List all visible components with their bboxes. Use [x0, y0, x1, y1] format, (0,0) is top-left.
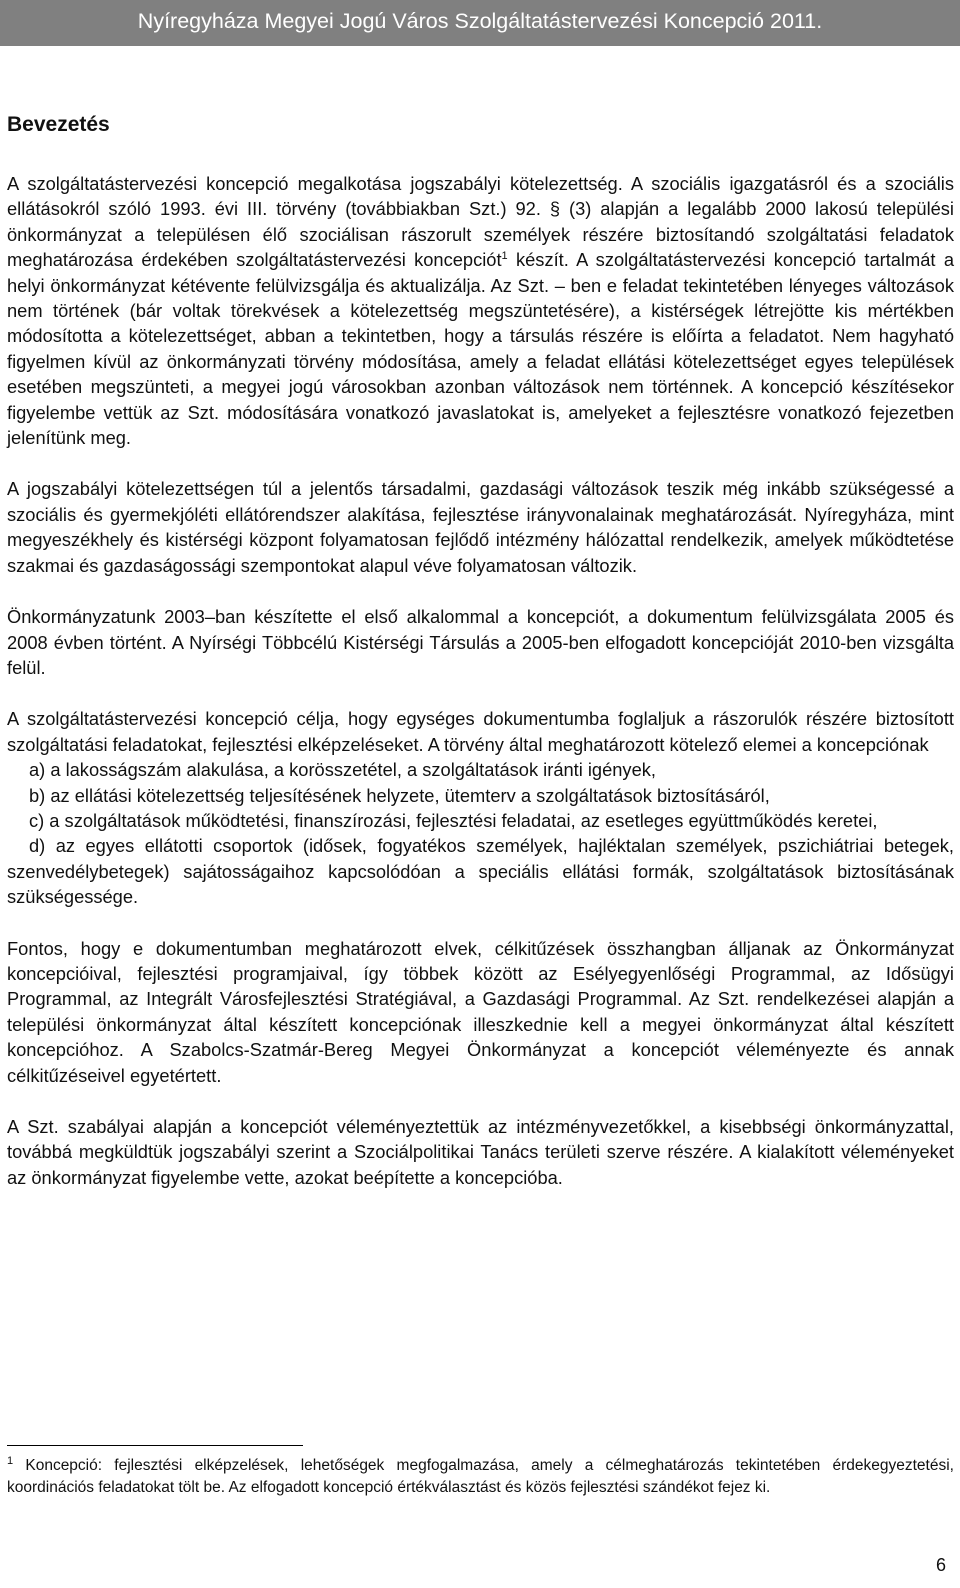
list-item: a) a lakosságszám alakulása, a korösszetétel, a szolgáltatások iránti igények,	[29, 759, 656, 781]
paragraph-5: Fontos, hogy e dokumentumban meghatározott elvek, célkitűzések összhangban álljanak az Önkormányzat koncepcióival, fejlesztési programjaival, így többek között az Esélyegyenlőségi Programmal, az Idősügyi Programmal, az Integrált Városfejlesztési Stratégiával, a Gazdasági Programmal. Az Szt. rendelkezései alapján a települési önkormányzat által készített koncepciónak illeszkednie kell a megyei önkormányzat által készített koncepcióhoz. A Szabolcs-Szatmár-Bereg Megyei Önkormányzat a koncepciót véleményezte és annak célkitűzéseivel egyetértett.	[7, 937, 954, 1086]
paragraph-intro-text-cont: készít. A szolgáltatástervezési koncepció tartalmát a helyi önkormányzat kétévente felülvizsgálja és aktualizálja. Az Szt. – ben e feladat tekintetében lényeges változások nem történek (bár voltak törekvések a kötelezettség megszüntetésére), a kistérségek létrejötte kis mértékben módosította a kötelezettséget, abban a tekintetben, hogy a társulás részére is előírta a feladatot. Nem hagyható figyelmen kívül az önkormányzati törvény módosítása, amely a feladat ellátási kötelezettséget egyes települések esetében megszünteti, a megyei jogú városokban azonban változások nem történnek. A koncepció készítésekor figyelembe vettük az Szt. módosítására vonatkozó javaslatokat is, amelyeket a fejlesztésre vonatkozó fejezetben jelenítünk meg.	[7, 249, 954, 449]
section-title: Bevezetés	[7, 113, 110, 136]
document-body	[7, 111, 954, 1190]
paragraph-4: A szolgáltatástervezési koncepció célja, hogy egységes dokumentumba foglaljuk a rászorulók részére biztosított szolgáltatási feladatokat, fejlesztési elképzeléseket. A törvény által meghatározott kötelező elemei a koncepciónak	[7, 708, 954, 755]
paragraph-intro-text: A szolgáltatástervezési koncepció megalkotása jogszabályi kötelezettség. A szociális igazgatásról és a szociális ellátásokról szóló 1993. évi III. törvény (továbbiakban Szt.) 92. § (3) alapján a legalább 2000 lakosú települési önkormányzat a településen élő szociálisan rászorult személyek részére biztosítandó szolgáltatási feladatok meghatározása érdekében szolgáltatástervezési koncepciót	[7, 173, 954, 271]
paragraph-intro	[7, 171, 954, 450]
paragraph-3: Önkormányzatunk 2003–ban készítette el első alkalommal a koncepciót, a dokumentum felülvizsgálata 2005 és 2008 évben történt. A Nyírségi Többcélú Kistérségi Társulás a 2005-ben elfogadott koncepcióját 2010-ben vizsgálta felül.	[7, 606, 954, 678]
list-item: c) a szolgáltatások működtetési, finanszírozási, fejlesztési feladatai, az esetleges együttműködés keretei,	[29, 809, 878, 831]
footnote-text: Koncepció: fejlesztési elképzelések, lehetőségek megfogalmazása, amely a célmeghatározás tekintetében érdekegyeztetési, koordinációs feladatokat tölt be. Az elfogadott koncepció értékválasztást és közös fejlesztési szándékot fejez ki.	[7, 1457, 954, 1496]
footnote	[7, 1455, 954, 1499]
paragraph-2: A jogszabályi kötelezettségen túl a jelentős társadalmi, gazdasági változások teszik még inkább szükségessé a szociális és gyermekjóléti ellátórendszer alakítása, fejlesztése irányvonalainak meghatározását. Nyíregyháza, mint megyeszékhely és kistérségi központ folyamatosan fejlődő intézmény hálózattal rendelkezik, amelyek működtetése szakmai és gazdaságossági szempontokat alapul véve folyamatosan változik.	[7, 478, 954, 576]
header-title: Nyíregyháza Megyei Jogú Város Szolgáltatástervezési Koncepció 2011.	[137, 9, 823, 33]
paragraph-6: A Szt. szabályai alapján a koncepciót véleményeztettük az intézményvezetőkkel, a kisebbségi önkormányzattal, továbbá megküldtük jogszabályi szerint a Szociálpolitikai Tanács területi szerve részére. A kialakított véleményeket az önkormányzat figyelembe vette, azokat beépítette a koncepcióba.	[7, 1116, 954, 1188]
footnote-separator	[7, 1445, 303, 1446]
page-header	[0, 0, 960, 46]
list-item: b) az ellátási kötelezettség teljesítésének helyzete, ütemterv a szolgáltatások biztosításáról,	[29, 784, 770, 806]
footnote-reference[interactable]: 1	[501, 250, 508, 263]
list-item: d) az egyes ellátotti csoportok (idősek, fogyatékos személyek, hajléktalan személyek, pszichiátriai betegek, szenvedélybetegek) sajátosságaihoz kapcsolódóan a speciális ellátási formák, szolgáltatások biztosításának szükségessége.	[7, 835, 954, 908]
footnote-marker: 1	[7, 1454, 14, 1467]
page-number: 6	[935, 1555, 946, 1575]
